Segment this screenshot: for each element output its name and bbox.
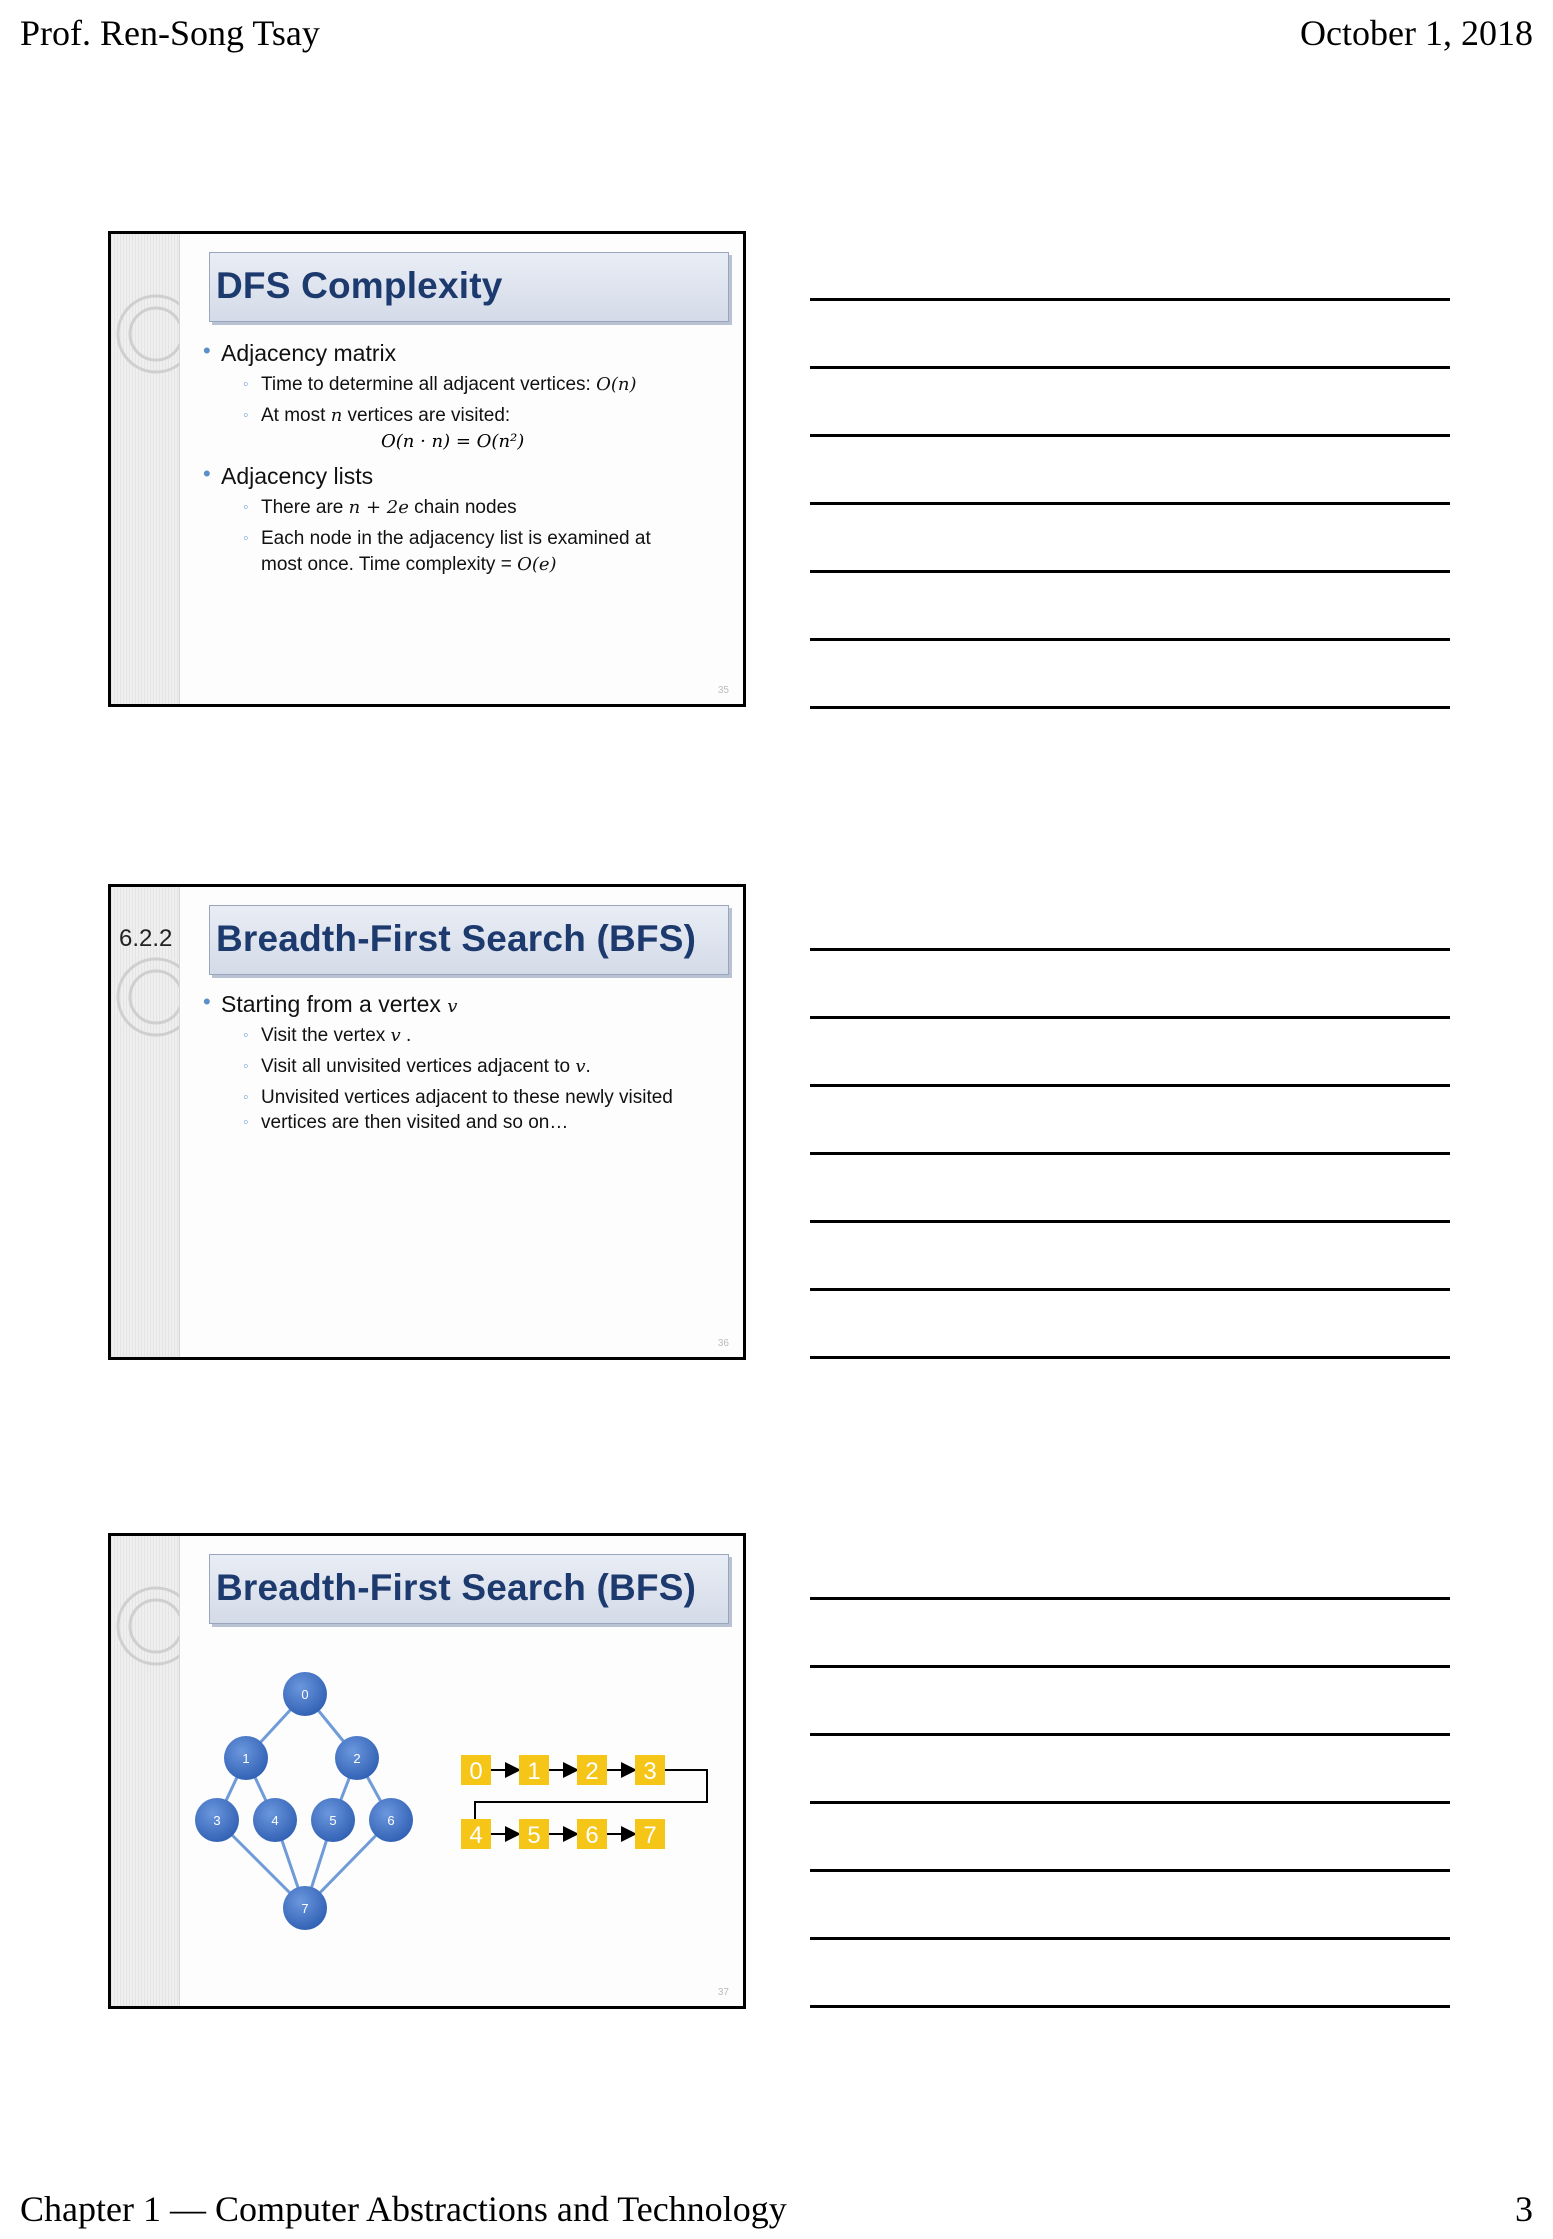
bullet-adjacency-matrix: • Adjacency matrix <box>221 340 396 367</box>
svg-text:7: 7 <box>643 1822 657 1849</box>
svg-text:5: 5 <box>329 1813 337 1828</box>
svg-text:2: 2 <box>585 1758 599 1785</box>
bullet-adjacency-lists: • Adjacency lists <box>221 463 373 490</box>
note-line <box>810 1733 1450 1736</box>
sub-bullet: ◦ Unvisited vertices adjacent to these newly visited <box>261 1085 673 1111</box>
sub-bullet: ◦ Visit the vertex v . <box>261 1023 411 1049</box>
svg-text:2: 2 <box>353 1751 361 1766</box>
note-line <box>810 502 1450 505</box>
queue-cell <box>635 1755 665 1785</box>
slide-sidebar-decoration <box>111 887 180 1357</box>
footer-page-number: 3 <box>1515 2189 1533 2229</box>
sub-bullet: ◦ At most n vertices are visited: <box>261 403 510 429</box>
graph-edges <box>217 1694 391 1908</box>
note-line <box>810 638 1450 641</box>
bfs-diagram <box>111 1536 743 2006</box>
queue-cell <box>461 1819 491 1849</box>
sub-bullet: ◦ Time to determine all adjacent vertices: O(n) <box>261 372 637 398</box>
header-author: Prof. Ren-Song Tsay <box>20 13 320 53</box>
graph-node <box>283 1886 327 1930</box>
queue-cell <box>577 1755 607 1785</box>
graph-node <box>195 1798 239 1842</box>
graph-node <box>335 1736 379 1780</box>
sub-bullet-continuation: ◦ vertices are then visited and so on… <box>261 1110 568 1136</box>
slide-bfs-example <box>108 1533 746 2009</box>
graph-node <box>283 1672 327 1716</box>
sub-bullet: ◦ There are n + 2e chain nodes <box>261 495 517 521</box>
note-line <box>810 706 1450 709</box>
note-line <box>810 1597 1450 1600</box>
note-line <box>810 570 1450 573</box>
note-line <box>810 1220 1450 1223</box>
svg-text:3: 3 <box>643 1758 657 1785</box>
queue-cell <box>519 1755 549 1785</box>
svg-text:7: 7 <box>301 1901 309 1916</box>
note-line <box>810 298 1450 301</box>
note-line <box>810 1288 1450 1291</box>
slide-number: 36 <box>717 1338 729 1349</box>
sub-bullet: ◦ Each node in the adjacency list is examined at <box>261 526 651 552</box>
note-line <box>810 1801 1450 1804</box>
svg-text:0: 0 <box>469 1758 483 1785</box>
queue-cell <box>519 1819 549 1849</box>
footer-chapter: Chapter 1 — Computer Abstractions and Technology <box>20 2189 787 2229</box>
svg-text:3: 3 <box>213 1813 221 1828</box>
svg-text:6: 6 <box>387 1813 395 1828</box>
sub-bullet: ◦ Visit all unvisited vertices adjacent to v. <box>261 1054 591 1080</box>
note-line <box>810 2005 1450 2008</box>
queue-cell <box>577 1819 607 1849</box>
note-line <box>810 1937 1450 1940</box>
note-line <box>810 948 1450 951</box>
note-line <box>810 434 1450 437</box>
svg-text:1: 1 <box>242 1751 250 1766</box>
note-line <box>810 1869 1450 1872</box>
note-line <box>810 1016 1450 1019</box>
svg-text:0: 0 <box>301 1687 309 1702</box>
slide-title: DFS Complexity <box>216 265 503 306</box>
slide-title: Breadth-First Search (BFS) <box>216 1567 697 1608</box>
graph-node <box>369 1798 413 1842</box>
slide-dfs-complexity <box>108 231 746 707</box>
note-line <box>810 1665 1450 1668</box>
section-number: 6.2.2 <box>119 925 173 952</box>
slide-number: 35 <box>717 685 729 696</box>
equation: O(n · n) = O(n²) <box>381 431 525 452</box>
svg-text:4: 4 <box>271 1813 279 1828</box>
svg-text:4: 4 <box>469 1822 483 1849</box>
sub-bullet-continuation: most once. Time complexity = O(e) <box>261 554 557 575</box>
bullet-starting-vertex: • Starting from a vertex v <box>221 991 457 1018</box>
note-line <box>810 366 1450 369</box>
queue-cell <box>461 1755 491 1785</box>
graph-node <box>224 1736 268 1780</box>
slide-title-box <box>209 905 729 975</box>
svg-text:6: 6 <box>585 1822 599 1849</box>
header-date: October 1, 2018 <box>1300 13 1533 53</box>
note-line <box>810 1152 1450 1155</box>
slide-sidebar-decoration <box>111 234 180 704</box>
svg-text:1: 1 <box>527 1758 541 1785</box>
slide-bfs-intro <box>108 884 746 1360</box>
note-line <box>810 1356 1450 1359</box>
note-line <box>810 1084 1450 1087</box>
slide-title: Breadth-First Search (BFS) <box>216 918 697 959</box>
graph-node <box>253 1798 297 1842</box>
queue-cell <box>635 1819 665 1849</box>
slide-number: 37 <box>717 1987 729 1998</box>
svg-text:5: 5 <box>527 1822 541 1849</box>
graph-node <box>311 1798 355 1842</box>
slide-title-box <box>209 252 729 322</box>
